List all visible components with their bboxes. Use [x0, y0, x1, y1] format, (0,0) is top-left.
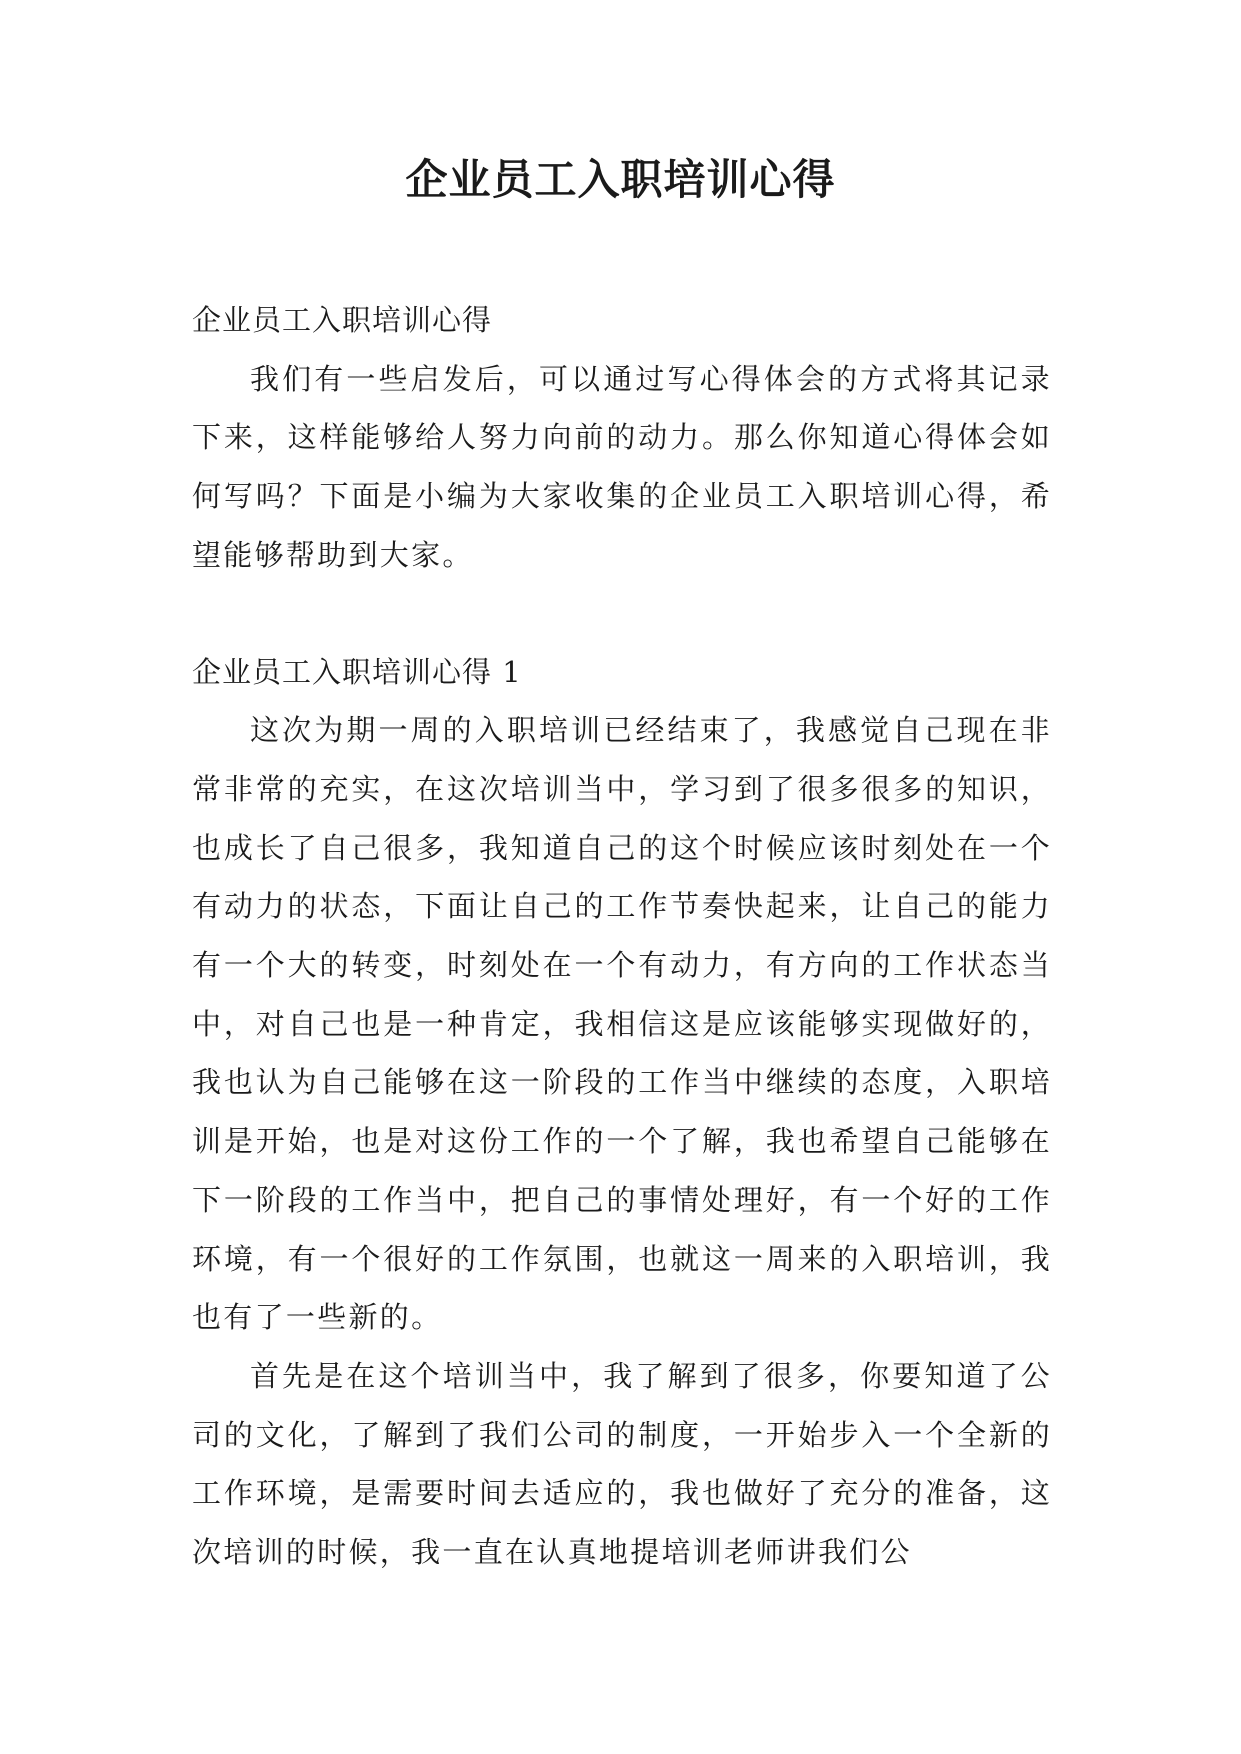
part1-paragraph-1: 这次为期一周的入职培训已经结束了，我感觉自己现在非常非常的充实，在这次培训当中，学习到了很多很多的知识，也成长了自己很多，我知道自己的这个时候应该时刻处在一个有动力的状态，下面让自己的工作节奏快起来，让自己的能力有一个大的转变，时刻处在一个有动力，有方向的工作状态当中，对自己也是一种肯定，我相信这是应该能够实现做好的，我也认为自己能够在这一阶段的工作当中继续的态度，入职培训是开始，也是对这份工作的一个了解，我也希望自己能够在下一阶段的工作当中，把自己的事情处理好，有一个好的工作环境，有一个很好的工作氛围，也就这一周来的入职培训，我也有了一些新的。	[192, 713, 1052, 1335]
intro-paragraph: 我们有一些启发后，可以通过写心得体会的方式将其记录下来，这样能够给人努力向前的动力。那么你知道心得体会如何写吗？下面是小编为大家收集的企业员工入职培训心得，希望能够帮助到大家。	[192, 361, 1052, 572]
document-title: 企业员工入职培训心得	[405, 155, 836, 204]
part1-paragraph-2: 首先是在这个培训当中，我了解到了很多，你要知道了公司的文化，了解到了我们公司的制度，一开始步入一个全新的工作环境，是需要时间去适应的，我也做好了充分的准备，这次培训的时候，我一直在认真地提培训老师讲我们公	[192, 1358, 1052, 1570]
document-body	[192, 291, 1052, 1582]
part1-heading: 企业员工入职培训心得 1	[192, 654, 522, 689]
paragraph-gap	[192, 585, 1052, 643]
section-heading: 企业员工入职培训心得	[192, 303, 493, 337]
